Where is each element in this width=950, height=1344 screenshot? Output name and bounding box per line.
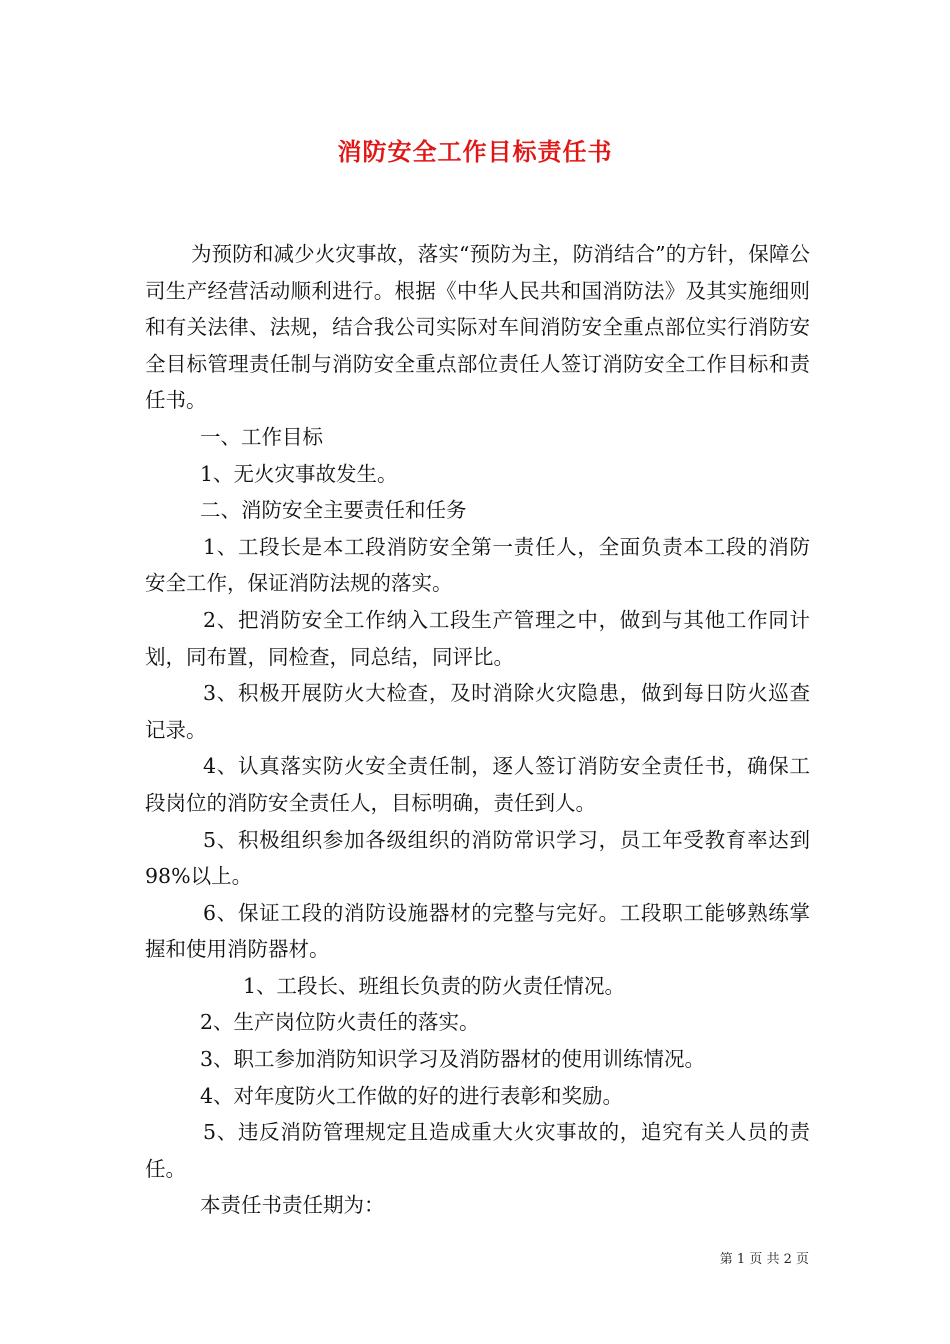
assessment-item: 5、违反消防管理规定且造成重大火灾事故的，追究有关人员的责任。 bbox=[145, 1120, 810, 1181]
duty-item: 4、认真落实防火安全责任制，逐人签订消防安全责任书，确保工段岗位的消防安全责任人，目标明确，责任到人。 bbox=[145, 754, 810, 815]
duty-item: 6、保证工段的消防设施器材的完整与完好。工段职工能够熟练掌握和使用消防器材。 bbox=[145, 900, 810, 962]
duty-item: 2、把消防安全工作纳入工段生产管理之中，做到与其他工作同计划，同布置，同检查，同总结，同评比。 bbox=[145, 607, 810, 669]
term-statement: 本责任书责任期为： bbox=[200, 1193, 385, 1218]
duty-item: 5、积极组织参加各级组织的消防常识学习，员工年受教育率达到98%以上。 bbox=[145, 827, 810, 889]
assessment-item: 3、职工参加消防知识学习及消防器材的使用训练情况。 bbox=[200, 1047, 706, 1072]
page-number: 第 1 页 共 2 页 bbox=[719, 1252, 809, 1267]
goal-item: 1、无火灾事故发生。 bbox=[200, 461, 398, 486]
duty-item: 1、工段长是本工段消防安全第一责任人，全面负责本工段的消防安全工作，保证消防法规的落实。 bbox=[145, 534, 810, 596]
document-title: 消防安全工作目标责任书 bbox=[337, 137, 613, 166]
assessment-item: 4、对年度防火工作做的好的进行表彰和奖励。 bbox=[200, 1083, 624, 1108]
assessment-item: 2、生产岗位防火责任的落实。 bbox=[200, 1010, 480, 1035]
section-heading-goals: 一、工作目标 bbox=[200, 424, 323, 449]
document-body bbox=[145, 236, 810, 1224]
duty-item: 3、积极开展防火大检查，及时消除火灾隐患，做到每日防火巡查记录。 bbox=[145, 681, 810, 742]
intro-paragraph: 为预防和减少火灾事故，落实“预防为主，防消结合”的方针，保障公司生产经营活动顺利进行。根据《中华人民共和国消防法》及其实施细则和有关法律、法规，结合我公司实际对车间消防安全重点部位实行消防安全目标管理责任制与消防安全重点部位责任人签订消防安全工作目标和责任书。 bbox=[145, 242, 810, 413]
assessment-item: 1、工段长、班组长负责的防火责任情况。 bbox=[243, 973, 626, 998]
section-heading-duties: 二、消防安全主要责任和任务 bbox=[200, 498, 467, 523]
